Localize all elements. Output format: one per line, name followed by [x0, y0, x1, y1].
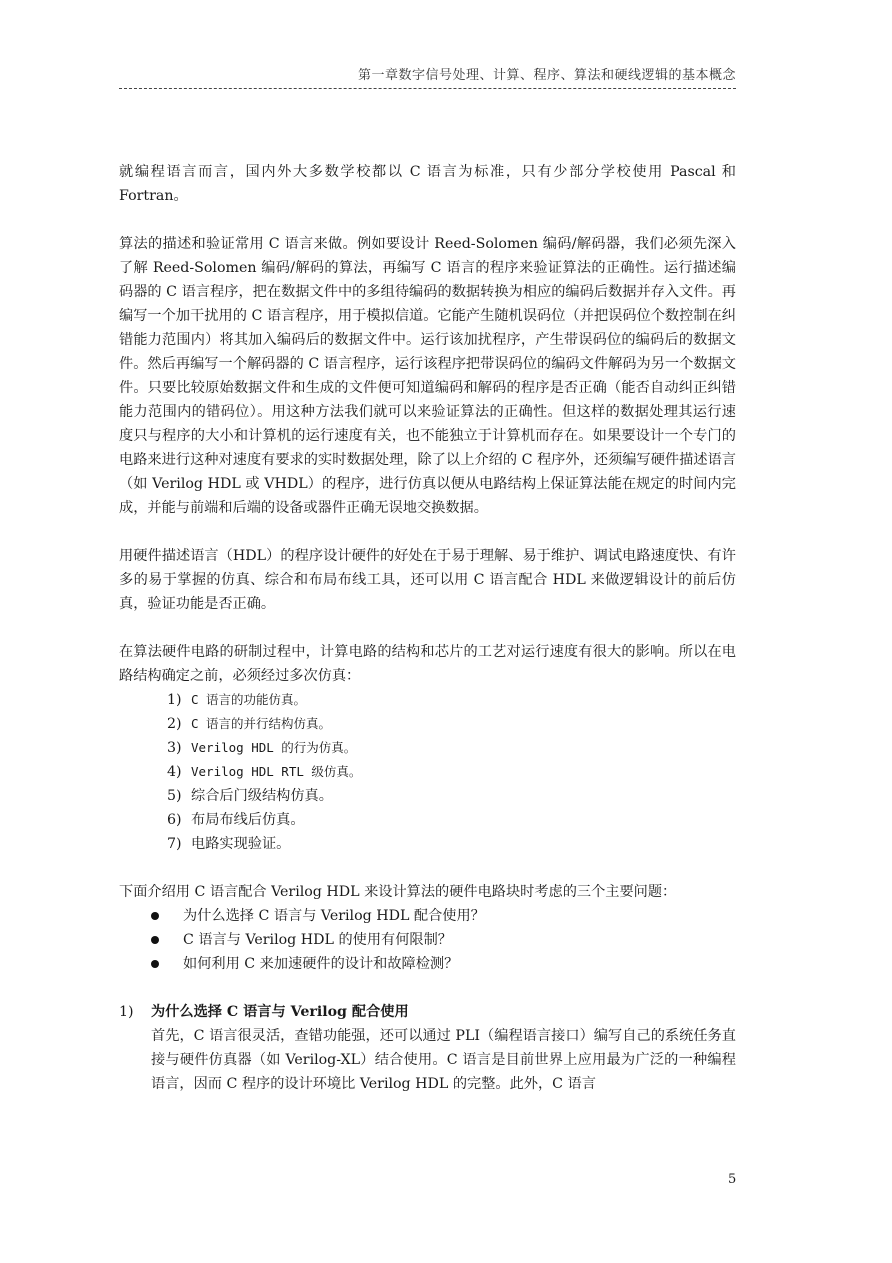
bullet-icon: [151, 912, 159, 920]
bullet-icon: [151, 960, 159, 968]
paragraph-questions-intro: 下面介绍用 C 语言配合 Verilog HDL 来设计算法的硬件电路块时考虑的三个主要问题：: [119, 884, 677, 900]
paragraph-hdl-benefits: 用硬件描述语言（HDL）的程序设计硬件的好处在于易于理解、易于维护、调试电路速度快、有许多的易于掌握的仿真、综合和布局布线工具，还可以用 C 语言配合 HDL 来做逻辑设计的前后仿真，验证功能是否正确。: [119, 548, 736, 612]
list-item: C 语言与 Verilog HDL 的使用有何限制？: [151, 928, 736, 952]
list-item: 6) 布局布线后仿真。: [167, 812, 305, 828]
paragraph-simulation-intro: 在算法硬件电路的研制过程中，计算电路的结构和芯片的工艺对运行速度有很大的影响。所以在电路结构确定之前，必须经过多次仿真：: [119, 644, 736, 684]
header-divider: [119, 88, 736, 89]
list-item: 如何利用 C 来加速硬件的设计和故障检测？: [151, 952, 736, 976]
page-body: [119, 160, 736, 1120]
list-item: 2) C 语言的并行结构仿真。: [167, 716, 332, 732]
section-heading: 1) 为什么选择 C 语言与 Verilog 配合使用: [119, 1004, 409, 1020]
list-item: 4) Verilog HDL RTL 级仿真。: [167, 764, 362, 780]
section-body: 首先，C 语言很灵活，查错功能强，还可以通过 PLI（编程语言接口）编写自己的系统任务直接与硬件仿真器（如 Verilog-XL）结合使用。C 语言是目前世界上应用最为广泛的一种编程语言，因而 C 程序的设计环境比 Verilog HDL 的完整。此外，C 语言: [151, 1028, 736, 1092]
simulation-steps-list: [167, 688, 736, 856]
list-item: 7) 电路实现验证。: [167, 836, 291, 852]
paragraph-languages: 就编程语言而言，国内外大多数学校都以 C 语言为标准，只有少部分学校使用 Pascal 和 Fortran。: [119, 164, 736, 204]
list-item: 3) Verilog HDL 的行为仿真。: [167, 740, 357, 756]
running-header: 第一章数字信号处理、计算、程序、算法和硬线逻辑的基本概念: [357, 68, 736, 83]
page-number: 5: [728, 1172, 737, 1187]
list-item: 为什么选择 C 语言与 Verilog HDL 配合使用？: [151, 904, 736, 928]
list-item: 1) C 语言的功能仿真。: [167, 692, 307, 708]
paragraph-algorithm-verification: 算法的描述和验证常用 C 语言来做。例如要设计 Reed-Solomen 编码/解码器，我们必须先深入了解 Reed-Solomen 编码/解码的算法，再编写 C 语言的程序来验证算法的正确性。运行描述编码器的 C 语言程序，把在数据文件中的多组待编码的数据转换为相应的编码后数据并存入文件。再编写一个加干扰用的 C 语言程序，用于模拟信道。它能产生随机误码位（并把误码位个数控制在纠错能力范围内）将其加入编码后的数据文件中。运行该加扰程序，产生带误码位的编码后的数据文件。然后再编写一个解码器的 C 语言程序，运行该程序把带误码位的编码文件解码为另一个数据文件。只要比较原始数据文件和生成的文件便可知道编码和解码的程序是否正确（能否自动纠正纠错能力范围内的错码位）。用这种方法我们就可以来验证算法的正确性。但这样的数据处理其运行速度只与程序的大小和计算机的运行速度有关，也不能独立于计算机而存在。如果要设计一个专门的电路来进行这种对速度有要求的实时数据处理，除了以上介绍的 C 程序外，还须编写硬件描述语言（如 Verilog HDL 或 VHDL）的程序，进行仿真以便从电路结构上保证算法能在规定的时间内完成，并能与前端和后端的设备或器件正确无误地交换数据。: [119, 236, 736, 516]
bullet-icon: [151, 936, 159, 944]
questions-list: [151, 904, 736, 976]
list-item: 5) 综合后门级结构仿真。: [167, 788, 333, 804]
